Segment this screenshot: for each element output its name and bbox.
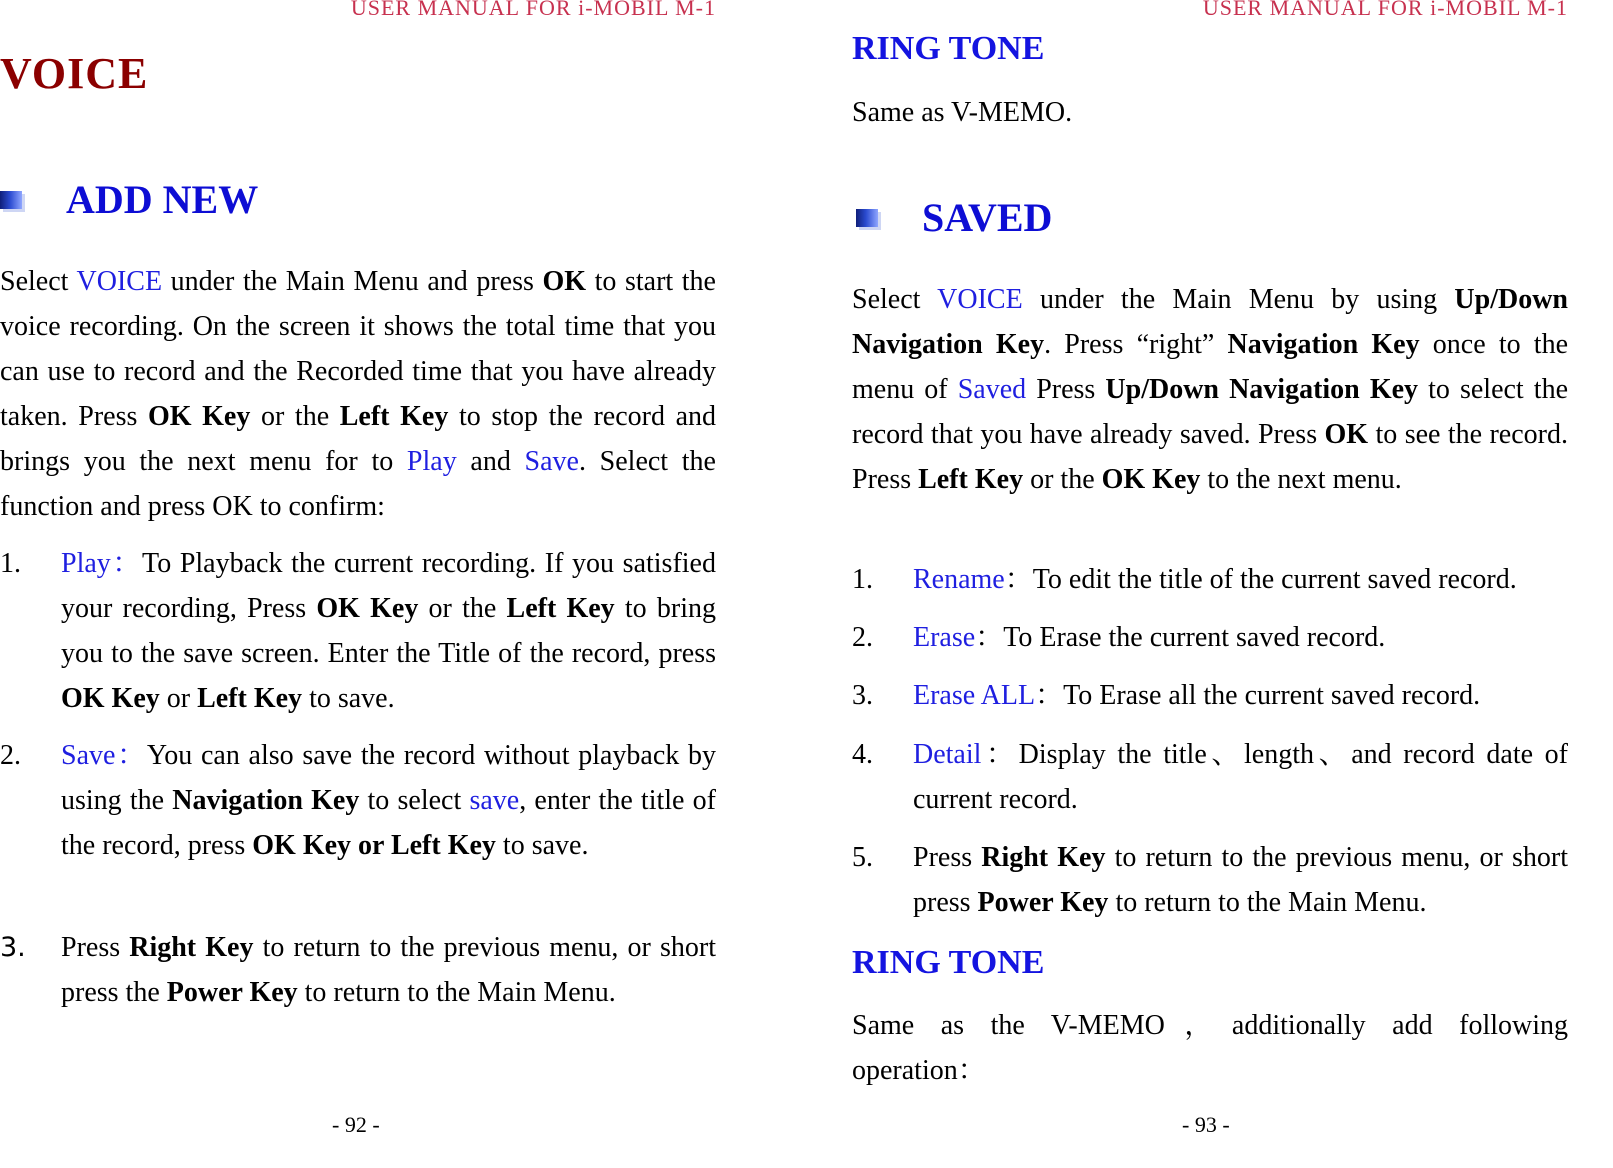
list-item-play: 1. Play：To Playback the current recording. If you satisfied your recording, Press OK Key or the Left Key to bring you to the save screen. Enter the Title of the record, press OK Key or Left Key to save. xyxy=(0,548,716,714)
section-heading-saved xyxy=(856,194,1052,241)
page-title: VOICE xyxy=(0,49,149,98)
page-number-right: - 93 - xyxy=(1182,1112,1230,1137)
section-title: SAVED xyxy=(922,195,1053,240)
ring-tone-heading-2: RING TONE xyxy=(852,944,1045,981)
square-bullet-icon xyxy=(856,209,878,227)
ring-tone-text-2: Same as the V-MEMO，additionally add following operation： xyxy=(852,1010,1568,1086)
list-item-erase-all: 3. Erase ALL：To Erase all the current saved record. xyxy=(852,680,1481,711)
ring-tone-heading-1: RING TONE xyxy=(852,30,1045,67)
list-item-detail: 4. Detail：Display the title、length、and record date of current record. xyxy=(852,739,1568,815)
section-heading-add-new xyxy=(0,176,258,223)
save-term: Save xyxy=(524,446,579,477)
list-item-return: 3. Press Right Key to return to the previous menu, or short press the Power Key to return to the Main Menu. xyxy=(0,932,716,1008)
list-item-erase: 2. Erase：To Erase the current saved record. xyxy=(852,622,1386,653)
list-item-save: 2. Save：You can also save the record without playback by using the Navigation Key to select save, enter the title of the record, press OK Key or Left Key to save. xyxy=(0,740,716,861)
square-bullet-icon xyxy=(0,191,22,209)
list-item-rename: 1. Rename：To edit the title of the current saved record. xyxy=(852,564,1517,595)
page-number-left: - 92 - xyxy=(332,1112,380,1137)
ring-tone-text-1: Same as V-MEMO. xyxy=(852,97,1073,128)
play-term: Play xyxy=(406,446,457,477)
running-header-left: USER MANUAL FOR i-MOBIL M-1 xyxy=(350,0,716,20)
right-page xyxy=(852,0,1568,1168)
voice-menu-term: VOICE xyxy=(76,266,163,297)
list-item-return: 5. Press Right Key to return to the previous menu, or short press Power Key to return to the Main Menu. xyxy=(852,842,1568,918)
saved-intro-paragraph: Select VOICE under the Main Menu by using Up/Down Navigation Key. Press “right” Navigation Key once to the menu of Saved Press Up/Down Navigation Key to select the record that you have already saved. Press OK to see the record. Press Left Key or the OK Key to the next menu. xyxy=(852,284,1569,495)
section-title: ADD NEW xyxy=(66,177,259,222)
running-header-right: USER MANUAL FOR i-MOBIL M-1 xyxy=(1202,0,1568,20)
intro-paragraph: Select VOICE under the Main Menu and press OK to start the voice recording. On the screen it shows the total time that you can use to record and the Recorded time that you have already taken. Press OK Key or the Left Key to stop the record and brings you the next menu for to Play and Save. Select the function and press OK to confirm: xyxy=(0,266,716,522)
left-page xyxy=(0,0,716,1168)
